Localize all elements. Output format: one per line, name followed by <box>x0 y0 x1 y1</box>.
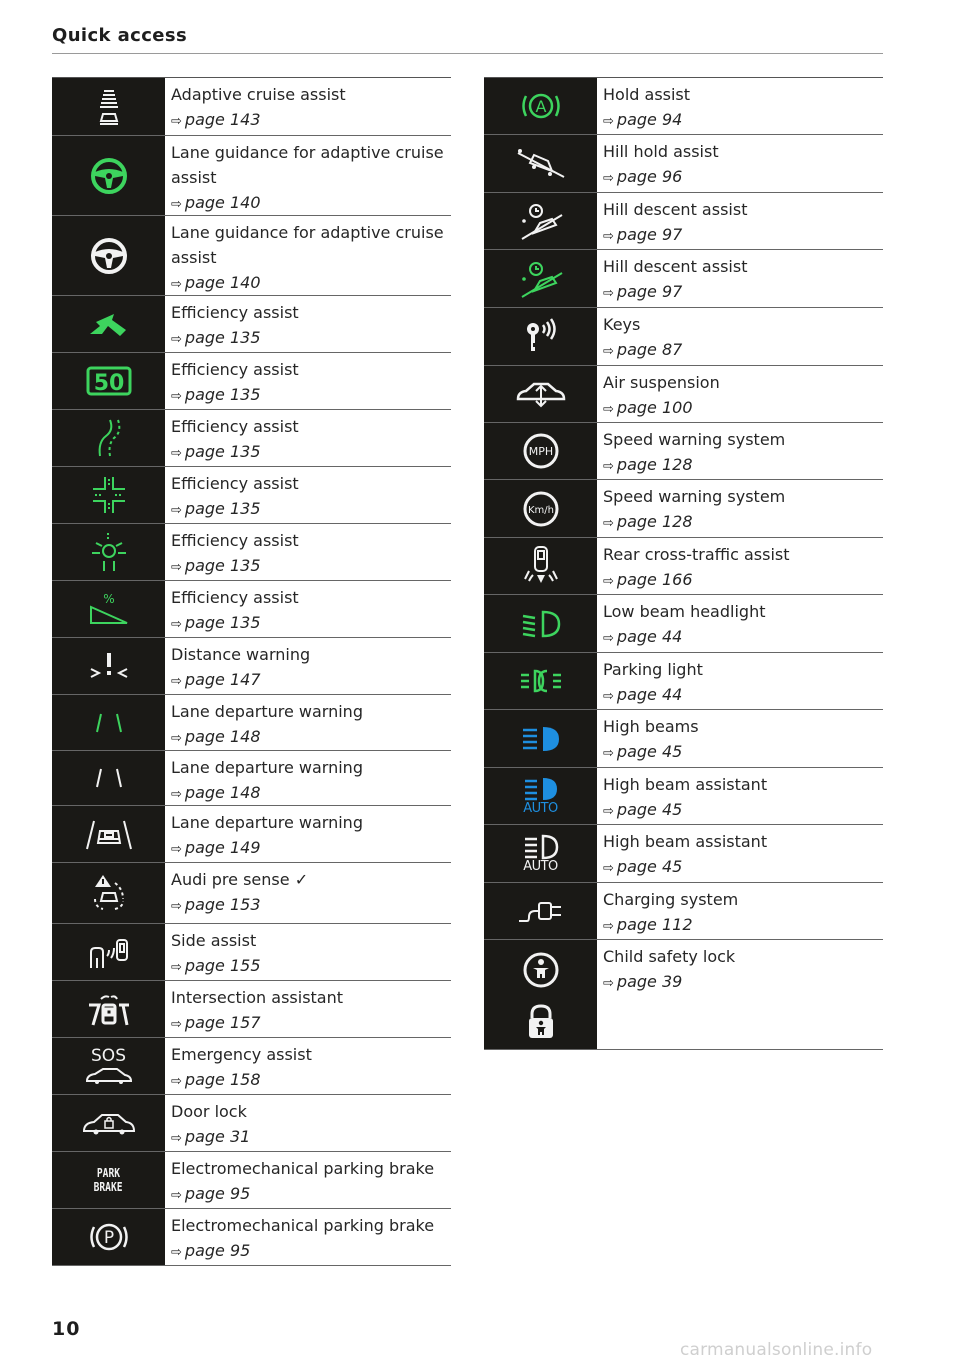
table-row-text <box>597 366 883 422</box>
table-row <box>484 250 883 308</box>
table-row-text <box>165 1095 451 1151</box>
page-reference-link[interactable]: ⇨ page 94 <box>603 110 683 129</box>
page-reference-link[interactable]: ⇨ page 140 <box>171 193 261 212</box>
table-row-text <box>165 524 451 580</box>
hill-descent-white-icon <box>484 193 597 249</box>
table-row-text <box>165 467 451 523</box>
table-row <box>484 768 883 825</box>
table-row <box>484 595 883 653</box>
item-title: Lane departure warning <box>171 702 363 721</box>
table-row <box>52 581 451 638</box>
item-title: Speed warning system <box>603 487 786 506</box>
svg-text:50: 50 <box>93 371 124 396</box>
svg-text:%: % <box>102 592 115 606</box>
item-title: Hill hold assist <box>603 142 719 161</box>
table-row-text <box>597 193 883 249</box>
steering-wheel-green-icon <box>52 136 165 215</box>
item-title: Electromechanical parking brake <box>171 1216 435 1235</box>
mph-icon <box>484 423 597 479</box>
page-reference-link[interactable]: ⇨ page 148 <box>171 783 261 802</box>
page-reference-link[interactable]: ⇨ page 112 <box>603 915 693 934</box>
item-title: Parking light <box>603 660 703 679</box>
page-reference-link[interactable]: ⇨ page 45 <box>603 857 683 876</box>
page-reference-link[interactable]: ⇨ page 45 <box>603 742 683 761</box>
item-title: Lane departure warning <box>171 813 363 832</box>
table-row <box>52 296 451 353</box>
page-reference-link[interactable]: ⇨ page 143 <box>171 110 261 129</box>
table-row <box>52 1095 451 1152</box>
table-row <box>52 353 451 410</box>
key-icon <box>484 308 597 365</box>
table-row <box>484 825 883 883</box>
table-row <box>484 366 883 423</box>
item-title-row <box>171 867 447 892</box>
item-title: Lane guidance for adaptive cruise assist <box>171 223 444 267</box>
page-header <box>52 24 883 54</box>
item-title: High beam assistant <box>603 775 768 794</box>
page-reference-link[interactable]: ⇨ page 95 <box>171 1184 251 1203</box>
table-row-text <box>597 883 883 939</box>
item-title: Distance warning <box>171 645 311 664</box>
page-title: Quick access <box>52 25 188 46</box>
table-row-text <box>165 136 451 215</box>
intersection-icon <box>52 467 165 523</box>
table-row-text <box>597 825 883 882</box>
child-lock-icon <box>526 1004 556 1040</box>
table-row <box>484 308 883 366</box>
hill-descent-green-icon <box>484 250 597 307</box>
table-row <box>484 653 883 710</box>
item-title: Electromechanical parking brake <box>171 1159 435 1178</box>
table-row-text <box>165 581 451 637</box>
table-row <box>52 863 451 924</box>
kmh-label: Km/h <box>527 504 554 516</box>
lane-car-icon <box>52 806 165 862</box>
table-row-text <box>597 940 883 1049</box>
table-row <box>484 78 883 135</box>
item-title: Rear cross-traffic assist <box>603 545 790 564</box>
adaptive-cruise-icon <box>52 78 165 135</box>
page-reference-link[interactable]: ⇨ page 140 <box>171 273 261 292</box>
item-title: Emergency assist <box>171 1045 312 1064</box>
page-reference-link[interactable]: ⇨ page 157 <box>171 1013 261 1032</box>
hold-assist-icon <box>484 78 597 134</box>
sos-car-icon <box>52 1038 165 1094</box>
table-row-text <box>597 653 883 709</box>
parking-brake-p-icon <box>52 1209 165 1265</box>
table-row-text <box>597 538 883 594</box>
table-row <box>52 751 451 806</box>
table-row-text <box>165 216 451 295</box>
table-row <box>484 135 883 193</box>
table-row-text <box>165 981 451 1037</box>
table-row-text <box>165 863 451 923</box>
page-reference-link[interactable]: ⇨ page 87 <box>603 340 683 359</box>
table-row <box>484 423 883 480</box>
page-reference-link[interactable]: ⇨ page 45 <box>603 800 683 819</box>
item-title: Charging system <box>603 890 739 909</box>
table-row-text <box>597 250 883 307</box>
page-reference-link[interactable]: ⇨ page 31 <box>171 1127 251 1146</box>
p-glyph: P <box>103 1228 114 1248</box>
table-row-text <box>597 78 883 134</box>
page-reference-link[interactable]: ⇨ page 95 <box>171 1241 251 1260</box>
table-row-text <box>597 135 883 192</box>
page-reference-link[interactable]: ⇨ page 155 <box>171 956 261 975</box>
table-row <box>52 981 451 1038</box>
charging-plug-icon <box>484 883 597 939</box>
child-icon <box>521 950 561 990</box>
table-row-text <box>597 768 883 824</box>
checkmark-icon: ✓ <box>294 870 309 889</box>
distance-warning-icon <box>52 638 165 694</box>
item-title: Efficiency assist <box>171 303 299 322</box>
page-reference-link[interactable]: ⇨ page 97 <box>603 225 683 244</box>
item-title: Efficiency assist <box>171 474 299 493</box>
hill-hold-icon <box>484 135 597 192</box>
page-reference-link[interactable]: ⇨ page 100 <box>603 398 693 417</box>
roundabout-icon <box>52 524 165 580</box>
page-reference-link[interactable]: ⇨ page 135 <box>171 556 261 575</box>
watermark: carmanualsonline.info <box>680 1340 873 1360</box>
table-row <box>484 940 883 1050</box>
page-reference-link[interactable]: ⇨ page 147 <box>171 670 261 689</box>
table-row <box>484 538 883 595</box>
item-title: Efficiency assist <box>171 360 299 379</box>
air-suspension-icon <box>484 366 597 422</box>
hold-a-glyph: A <box>535 97 546 116</box>
parking-light-icon <box>484 653 597 709</box>
steering-wheel-white-icon <box>52 216 165 295</box>
item-title: High beams <box>603 717 699 736</box>
brake-label: BRAKE <box>94 1180 123 1194</box>
lane-lines-green-icon <box>52 695 165 750</box>
page-reference-link[interactable]: ⇨ page 166 <box>603 570 693 589</box>
item-title: Side assist <box>171 931 257 950</box>
table-row-text <box>165 924 451 980</box>
page-reference-link[interactable]: ⇨ page 44 <box>603 685 683 704</box>
page-reference-link[interactable]: ⇨ page 135 <box>171 385 261 404</box>
page-reference-link[interactable]: ⇨ page 128 <box>603 455 693 474</box>
page-number: 10 <box>52 1318 81 1340</box>
item-title: Air suspension <box>603 373 720 392</box>
page-reference-link[interactable]: ⇨ page 149 <box>171 838 261 857</box>
park-label: PARK <box>96 1166 121 1180</box>
sos-label: SOS <box>91 1046 126 1066</box>
table-row-text <box>597 710 883 767</box>
page-reference-link[interactable]: ⇨ page 135 <box>171 442 261 461</box>
table-row <box>52 638 451 695</box>
page-reference-link[interactable]: ⇨ page 96 <box>603 167 683 186</box>
right-indicator-table <box>484 77 883 1050</box>
pre-sense-icon <box>52 863 165 923</box>
item-title: Hold assist <box>603 85 691 104</box>
table-row <box>484 193 883 250</box>
high-beam-auto-white-icon <box>484 825 597 882</box>
table-row <box>52 1038 451 1095</box>
item-title: Keys <box>603 315 641 334</box>
table-row-text <box>165 751 451 805</box>
item-title: Speed warning system <box>603 430 786 449</box>
page-reference-link[interactable]: ⇨ page 135 <box>171 328 261 347</box>
item-title: Low beam headlight <box>603 602 766 621</box>
table-row-text <box>165 1209 451 1265</box>
table-row-text <box>597 308 883 365</box>
table-row <box>484 480 883 538</box>
item-title: Lane departure warning <box>171 758 363 777</box>
page-reference-link[interactable]: ⇨ page 135 <box>171 613 261 632</box>
auto-label: AUTO <box>523 801 558 816</box>
table-row <box>52 1209 451 1266</box>
page-reference-link[interactable]: ⇨ page 97 <box>603 282 683 301</box>
item-title: High beam assistant <box>603 832 768 851</box>
table-row <box>484 710 883 768</box>
table-row-text <box>597 595 883 652</box>
item-title: Hill descent assist <box>603 200 748 219</box>
low-beam-icon <box>484 595 597 652</box>
table-row <box>52 216 451 296</box>
table-row <box>52 1152 451 1209</box>
table-row <box>52 524 451 581</box>
lane-lines-white-icon <box>52 751 165 805</box>
table-row <box>52 136 451 216</box>
page-reference-link[interactable]: ⇨ page 158 <box>171 1070 261 1089</box>
page-reference-link[interactable]: ⇨ page 128 <box>603 512 693 531</box>
side-assist-icon <box>52 924 165 980</box>
child-safety-lock-icon <box>484 940 597 1049</box>
auto-label: AUTO <box>523 858 558 874</box>
page-reference-link[interactable]: ⇨ page 153 <box>171 895 261 914</box>
item-title: Hill descent assist <box>603 257 748 276</box>
table-row-text <box>165 695 451 750</box>
winding-road-icon <box>52 410 165 466</box>
door-lock-car-icon <box>52 1095 165 1151</box>
kmh-icon <box>484 480 597 537</box>
high-beam-icon <box>484 710 597 767</box>
gradient-percent-icon <box>52 581 165 637</box>
left-indicator-table <box>52 77 451 1266</box>
table-row <box>52 410 451 467</box>
item-title: Child safety lock <box>603 947 736 966</box>
table-row-text <box>165 1038 451 1094</box>
efficiency-road-fork-icon <box>52 296 165 352</box>
item-title: Efficiency assist <box>171 531 299 550</box>
item-title: Efficiency assist <box>171 588 299 607</box>
table-row <box>484 883 883 940</box>
mph-label: MPH <box>528 445 553 458</box>
table-row-text <box>165 806 451 862</box>
intersection-assistant-icon <box>52 981 165 1037</box>
table-row <box>52 467 451 524</box>
table-row <box>52 78 451 136</box>
page-reference-link[interactable]: ⇨ page 44 <box>603 627 683 646</box>
item-title: Lane guidance for adaptive cruise assist <box>171 143 444 187</box>
table-row-text <box>597 480 883 537</box>
table-row-text <box>165 353 451 409</box>
rear-cross-traffic-icon <box>484 538 597 594</box>
item-title: Intersection assistant <box>171 988 344 1007</box>
table-row-text <box>165 296 451 352</box>
item-title: Audi pre sense <box>171 870 290 889</box>
table-row-text <box>165 410 451 466</box>
table-row-text <box>597 423 883 479</box>
high-beam-auto-blue-icon <box>484 768 597 824</box>
table-row-text <box>165 78 451 135</box>
table-row <box>52 695 451 751</box>
table-row-text <box>165 1152 451 1208</box>
item-title: Adaptive cruise assist <box>171 85 346 104</box>
item-title: Efficiency assist <box>171 417 299 436</box>
park-brake-text-icon <box>52 1152 165 1208</box>
speed-limit-50-icon <box>52 353 165 409</box>
table-row <box>52 924 451 981</box>
page-reference-link[interactable]: ⇨ page 135 <box>171 499 261 518</box>
item-title: Door lock <box>171 1102 247 1121</box>
table-row-text <box>165 638 451 694</box>
page-reference-link[interactable]: ⇨ page 39 <box>603 972 683 991</box>
table-row <box>52 806 451 863</box>
page-reference-link[interactable]: ⇨ page 148 <box>171 727 261 746</box>
